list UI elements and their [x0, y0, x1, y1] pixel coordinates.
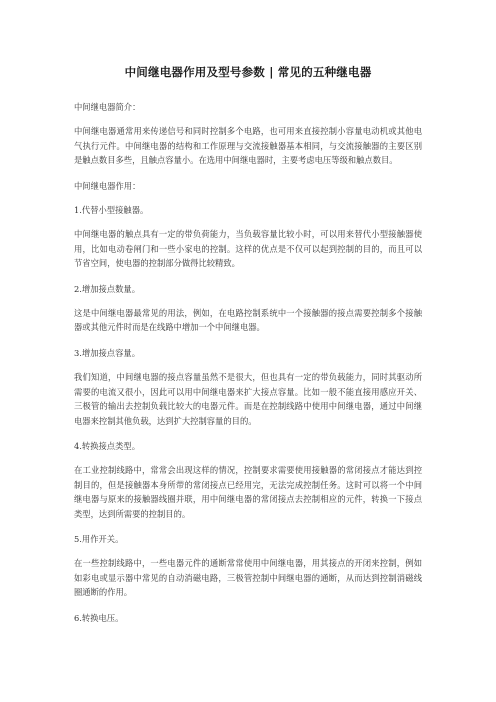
item-heading-3: 3.增加接点容量。	[74, 347, 140, 358]
paragraph-intro-heading: 中间继电器简介：	[74, 102, 141, 112]
paragraph-function-heading: 中间继电器作用：	[74, 180, 141, 191]
document-title: 中间继电器作用及型号参数 | 常见的五种继电器	[124, 65, 372, 79]
item-heading-1: 1.代替小型接触器。	[74, 205, 149, 216]
item-body-5: 在一些控制线路中，一些电器元件的通断常常使用中间继电器，用其接点的开闭来控制，例如如彩电或显示器中常见的自动消磁电路，三极管控制中间继电器的通断，从而达到控制消磁线圈通断的作用。	[74, 558, 422, 598]
item-heading-6: 6.转换电压。	[74, 612, 124, 623]
item-heading-4: 4.转换接点类型。	[74, 440, 140, 451]
paragraph-intro-body: 中间继电器通常用来传递信号和同时控制多个电路，也可用来直接控制小容量电动机或其他电气执行元件。中间继电器的结构和工作原理与交流接触器基本相同，与交流接触器的主要区别是触点数目多些，且触点容量小。在选用中间继电器时，主要考虑电压等级和触点数目。	[74, 126, 422, 166]
item-body-1: 中间继电器的触点具有一定的带负荷能力，当负载容量比较小时，可以用来替代小型接触器使用，比如电动卷闸门和一些小家电的控制。这样的优点是不仅可以起到控制的目的，而且可以节省空间，使电器的控制部分做得比较精致。	[74, 229, 422, 269]
item-heading-5: 5.用作开关。	[74, 533, 124, 544]
item-heading-2: 2.增加接点数量。	[74, 283, 140, 294]
item-body-4: 在工业控制线路中，常常会出现这样的情况，控制要求需要使用接触器的常闭接点才能达到控制目的，但是接触器本身所带的常闭接点已经用完，无法完成控制任务。这时可以将一个中间继电器与原来的接触器线圈并联，用中间继电器的常闭接点去控制相应的元件，转换一下接点类型，达到所需要的控制目的。	[74, 465, 422, 519]
item-body-2: 这是中间继电器最常见的用法，例如，在电路控制系统中一个接触器的接点需要控制多个接触器或其他元件时而是在线路中增加一个中间继电器。	[74, 308, 422, 333]
item-body-3: 我们知道，中间继电器的接点容量虽然不是很大，但也具有一定的带负载能力，同时其驱动所需要的电流又很小，因此可以用中间继电器来扩大接点容量。比如一般不能直接用感应开关、三极管的输出去控制负载比较大的电器元件。而是在控制线路中使用中间继电器，通过中间继电器来控制其他负载，达到扩大控制容量的目的。	[74, 372, 422, 426]
